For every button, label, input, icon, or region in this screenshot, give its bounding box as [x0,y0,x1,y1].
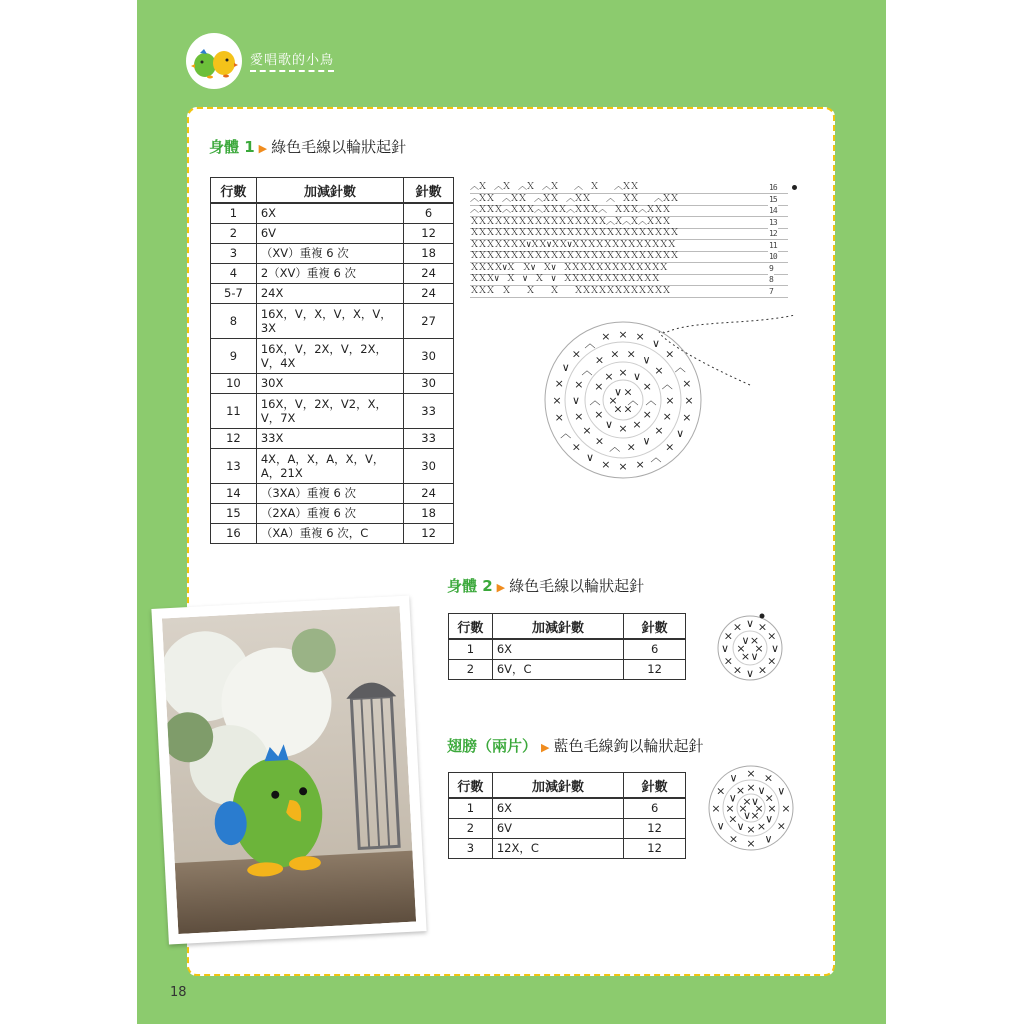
stitch-changes: （2XA）重複 6 次 [256,503,403,523]
row-number: 9 [211,338,257,373]
stitch-symbol: ∨ [736,820,745,834]
stitch-symbol: × [574,410,584,424]
stitch-symbol: × [732,620,743,634]
row-number: 3 [211,243,257,263]
stitch-changes: 6X [492,639,623,659]
stitch-changes: 6V，C [492,659,623,679]
stitch-symbol: ∨ [745,617,755,630]
stitch-count: 24 [404,283,454,303]
chart-row [470,228,788,240]
stitch-symbol: ∨ [757,783,766,797]
stitch-changes: 16X，V，2X，V2，X，V，7X [256,393,403,428]
table-row [211,523,454,543]
stitch-count: 12 [624,659,686,679]
page-number: 18 [170,985,187,1000]
chart-row-number: 15 [769,194,777,204]
stitch-count: 30 [404,448,454,483]
stitch-symbol: × [735,783,746,797]
stitch-changes: 4X，A，X，A，X，V，A，21X [256,448,403,483]
chart-row-number: 14 [769,206,777,215]
stitch-symbol: × [618,422,628,435]
table-row [211,283,454,303]
stitch-symbol: × [604,369,614,383]
stitch-symbol: × [626,347,636,361]
stitch-changes: 24X [256,283,403,303]
body2-stitch-table [448,613,686,680]
stitch-symbol: ︿ [581,363,593,377]
table-row [211,203,454,223]
stitch-changes: 12X，C [492,838,623,858]
stitch-symbol: × [635,330,645,344]
stitch-count: 24 [404,483,454,503]
chart-row-number: 8 [769,275,773,284]
chart-row-number: 7 [769,286,773,296]
chart-row [470,251,788,263]
stitch-symbol: × [594,408,604,421]
amigurumi-photo [151,595,426,944]
triangle-arrow-icon: ▶ [496,581,506,594]
stitch-symbol: ∨ [585,451,595,465]
stitch-symbol: × [754,802,764,815]
body2-title [447,575,644,596]
stitch-symbol: × [665,440,675,454]
wings-title-main: 翅膀（兩片） [447,737,538,755]
stitch-count: 12 [624,838,686,858]
row-number: 16 [211,523,257,543]
row-number: 8 [211,303,257,338]
stitch-symbol: ︿ [609,440,621,454]
stitch-symbol: × [723,654,733,668]
table-row [211,223,454,243]
stitch-symbol: × [728,832,739,846]
table-header-stitch-count: 針數 [624,614,686,640]
green-bird-photo-image [162,606,416,934]
stitch-symbol: ∨ [720,642,730,655]
table-row [211,428,454,448]
body2-title-main: 身體 2 [447,577,493,595]
stitch-symbol: × [781,802,791,815]
stitch-symbol: ︿ [584,336,596,350]
row-number: 13 [211,448,257,483]
stitch-symbol: × [632,418,642,432]
stitch-symbol: × [763,771,774,785]
stitch-symbol: × [571,440,581,454]
stitch-symbol: × [776,819,786,833]
chart-row [470,205,788,217]
row-number: 1 [211,203,257,223]
table-header-rows: 行數 [211,178,257,204]
wings-title [447,735,704,756]
stitch-symbol: × [618,328,628,341]
stitch-symbol: ∨ [613,385,623,399]
chart-row [470,286,788,298]
body2-round-chart [712,610,792,682]
stitch-symbol: ∨ [716,819,725,833]
table-row [211,303,454,338]
stitch-symbol: × [594,353,605,367]
stitch-symbol: × [608,394,618,407]
body1-stitch-table [210,177,454,544]
table-header-stitch-count: 針數 [404,178,454,204]
stitch-count: 30 [404,338,454,373]
chart-row [470,194,788,206]
chart-row-symbols: ︿ＸＸＸ︿ＸＸＸ︿ＸＸＸ︿ＸＸＸ︿ ＸＸＸ︿ＸＸＸ [470,205,671,215]
chart-row-number: 11 [769,240,777,250]
row-number: 2 [449,659,493,679]
stitch-count: 30 [404,373,454,393]
triangle-arrow-icon: ▶ [541,741,550,754]
table-row [449,838,686,858]
stitch-symbol: × [554,376,564,390]
stitch-changes: 33X [256,428,403,448]
row-number: 2 [211,223,257,243]
stitch-count: 12 [624,818,686,838]
table-row [211,338,454,373]
body1-title-desc: 綠色毛線以輪狀起針 [271,138,407,156]
stitch-count: 18 [404,503,454,523]
stitch-symbol: × [582,424,592,438]
row-number: 14 [211,483,257,503]
row-number: 2 [449,818,493,838]
stitch-symbol: ∨ [745,667,755,680]
stitch-symbol: × [767,629,777,643]
stitch-symbol: ∨ [764,832,773,846]
stitch-changes: 6V [492,818,623,838]
table-row [449,818,686,838]
triangle-arrow-icon: ▶ [258,142,268,155]
stitch-symbol: × [757,620,768,634]
chart-row-symbols: ＸＸＸＸＸＸＸＸＸＸＸＸＸＸＸＸＸＸＸＸＸＸＸＸＸＸ [470,228,679,238]
stitch-changes: 6X [256,203,403,223]
chart-row-symbols: ＸＸＸ Ｘ Ｘ Ｘ ＸＸＸＸＸＸＸＸＸＸＸＸ [470,285,671,296]
stitch-count: 12 [404,523,454,543]
stitch-symbol: ∨ [729,771,738,785]
chart-row [470,263,788,275]
stitch-symbol: ︿ [650,451,662,465]
row-number: 1 [449,639,493,659]
chart-row-symbols: ︿Ｘ ︿Ｘ ︿Ｘ ︿Ｘ ︿ Ｘ ︿ＸＸ [470,182,639,192]
chart-row-symbols: ＸＸＸＸＸＸＸＸＸＸＸＸＸＸＸＸＸ︿Ｘ︿Ｘ︿ＸＸＸ [470,216,671,227]
stitch-symbol: × [746,781,756,794]
wings-stitch-table [448,772,686,859]
stitch-count: 12 [404,223,454,243]
header-underline [250,70,334,72]
stitch-symbol: ︿ [661,377,673,391]
table-header-stitch-changes: 加減針數 [256,178,403,204]
stitch-count: 33 [404,428,454,448]
stitch-changes: 30X [256,373,403,393]
stitch-symbol: ∨ [777,784,786,798]
stitch-changes: 2（XV）重複 6 次 [256,263,403,283]
stitch-symbol: × [716,784,726,798]
stitch-symbol: × [610,347,620,361]
stitch-symbol: × [767,654,777,668]
stitch-symbol: × [635,457,645,471]
chart-row-symbols: ＸＸＸ∨ Ｘ ∨ Ｘ ∨ ＸＸＸＸＸＸＸＸＸＸＸＸ [470,274,660,284]
row-number: 3 [449,838,493,858]
stitch-changes: （XA）重複 6 次，C [256,523,403,543]
stitch-symbol: × [742,795,752,809]
table-row [449,659,686,679]
chart-row-symbols: ＸＸＸＸＸＸＸ∨ＸＸ∨ＸＸ∨ＸＸＸＸＸＸＸＸＸＸＸＸＸ [470,239,676,250]
stitch-symbol: × [723,629,733,643]
stitch-symbol: × [749,634,760,648]
stitch-symbol: × [757,663,768,677]
stitch-symbol: ∨ [642,434,651,448]
stitch-symbol: × [654,424,664,438]
stitch-symbol: × [750,808,760,822]
chart-row [470,182,788,194]
stitch-symbol: × [654,363,664,377]
table-row [211,483,454,503]
stitch-symbol: × [601,457,611,471]
stitch-changes: （3XA）重複 6 次 [256,483,403,503]
stitch-symbol: × [571,347,581,361]
wings-title-desc: 藍色毛線鉤以輪狀起針 [553,737,704,755]
stitch-symbol: ∨ [642,353,651,367]
stitch-symbol: ∨ [741,634,750,648]
row-number: 5-7 [211,283,257,303]
stitch-symbol: × [594,434,605,448]
stitch-symbol: ∨ [651,336,661,350]
stitch-symbol: × [764,791,774,805]
stitch-count: 6 [624,639,686,659]
stitch-symbol: ∨ [750,649,759,663]
stitch-symbol: ︿ [589,394,601,407]
stitch-symbol: × [756,820,767,834]
stitch-symbol: × [642,408,652,421]
stitch-symbol: × [732,663,743,677]
row-number: 11 [211,393,257,428]
stitch-symbol: × [682,376,692,390]
body2-title-desc: 綠色毛線以輪狀起針 [509,577,645,595]
stitch-changes: 16X，V，X，V，X，V，3X [256,303,403,338]
stitch-symbol: × [728,812,738,826]
table-header-rows: 行數 [449,773,493,799]
stitch-symbol: ︿ [560,427,572,440]
stitch-count: 33 [404,393,454,428]
stitch-changes: （XV）重複 6 次 [256,243,403,263]
stitch-symbol: ∨ [604,418,614,432]
stitch-symbol: × [618,460,628,473]
stitch-symbol: × [746,823,756,836]
table-header-rows: 行數 [449,614,493,640]
stitch-symbol: × [711,802,721,815]
chart-row-symbols: ＸＸＸＸＸＸＸＸＸＸＸＸＸＸＸＸＸＸＸＸＸＸＸＸＸＸ [470,251,679,261]
row-start-marker [792,185,797,190]
stitch-symbol: ∨ [571,394,581,407]
table-row [211,448,454,483]
bird-logo-icon [186,33,242,89]
chart-row-symbols: ︿ＸＸ ︿ＸＸ ︿ＸＸ ︿ＸＸ ︿ ＸＸ ︿ＸＸ [470,193,679,204]
chart-row [470,240,788,252]
stitch-changes: 6X [492,798,623,818]
row-number: 15 [211,503,257,523]
stitch-symbol: × [642,380,652,393]
stitch-symbol: × [738,802,748,815]
chart-row-number: 12 [769,229,777,238]
body1-round-chart [540,315,810,485]
stitch-symbol: × [740,649,751,663]
wings-round-chart [705,762,800,854]
stitch-symbol: × [746,767,756,780]
stitch-symbol: × [767,802,777,815]
stitch-symbol: × [554,411,564,425]
table-row [449,798,686,818]
table-row [211,393,454,428]
body1-title-main: 身體 1 [209,138,255,156]
stitch-symbol: ︿ [645,394,657,407]
table-row [211,243,454,263]
bird-logo [186,33,242,89]
chart-row-number: 9 [769,263,773,273]
body1-title [209,136,406,157]
header-title: 愛唱歌的小鳥 [250,53,335,68]
stitch-symbol: × [552,394,562,407]
stitch-count: 6 [404,203,454,223]
table-header-stitch-changes: 加減針數 [492,614,623,640]
stitch-symbol: × [613,402,623,416]
stitch-symbol: ∨ [750,795,760,809]
stitch-count: 27 [404,303,454,338]
table-row [211,503,454,523]
stitch-symbol: ∨ [770,642,780,655]
stitch-symbol: × [601,330,611,344]
row-number: 10 [211,373,257,393]
table-row [211,373,454,393]
chart-row-number: 16 [769,183,777,192]
stitch-symbol: × [754,642,764,655]
stitch-symbol: ︿ [674,361,686,374]
stitch-count: 24 [404,263,454,283]
stitch-symbol: × [662,410,672,424]
table-header-stitch-count: 針數 [624,773,686,799]
table-row [211,263,454,283]
stitch-symbol: ∨ [742,808,752,822]
stitch-symbol: × [725,802,735,815]
stitch-symbol: ∨ [632,369,642,383]
chart-row-number: 10 [769,252,777,261]
stitch-symbol: × [665,347,675,361]
stitch-count: 18 [404,243,454,263]
stitch-symbol: × [623,402,633,416]
row-number: 1 [449,798,493,818]
chart-row [470,217,788,229]
stitch-changes: 16X，V，2X，V，2X，V，4X [256,338,403,373]
stitch-symbol: × [746,837,756,850]
chart-row-number: 13 [769,217,777,227]
row-number: 4 [211,263,257,283]
stitch-symbol: ∨ [765,812,774,826]
stitch-symbol: × [684,394,694,407]
stitch-symbol: × [736,642,746,655]
stitch-symbol: ∨ [728,791,737,805]
stitch-symbol: × [574,377,584,391]
chart-row [470,274,788,286]
stitch-symbol: ∨ [561,361,570,374]
stitch-symbol: ︿ [627,394,639,407]
table-row [449,639,686,659]
stitch-symbol: ∨ [676,427,685,440]
stitch-symbol: × [594,380,604,393]
stitch-changes: 6V [256,223,403,243]
stitch-count: 6 [624,798,686,818]
stitch-symbol: × [618,366,628,379]
stitch-symbol: × [623,385,633,399]
stitch-symbol: × [682,411,692,425]
body1-row-chart [470,182,810,302]
row-number: 12 [211,428,257,448]
chart-row-symbols: ＸＸＸＸ∨Ｘ Ｘ∨ Ｘ∨ ＸＸＸＸＸＸＸＸＸＸＸＸＸ [470,262,668,273]
stitch-symbol: × [626,440,636,454]
stitch-symbol: × [665,394,675,407]
table-header-stitch-changes: 加減針數 [492,773,623,799]
